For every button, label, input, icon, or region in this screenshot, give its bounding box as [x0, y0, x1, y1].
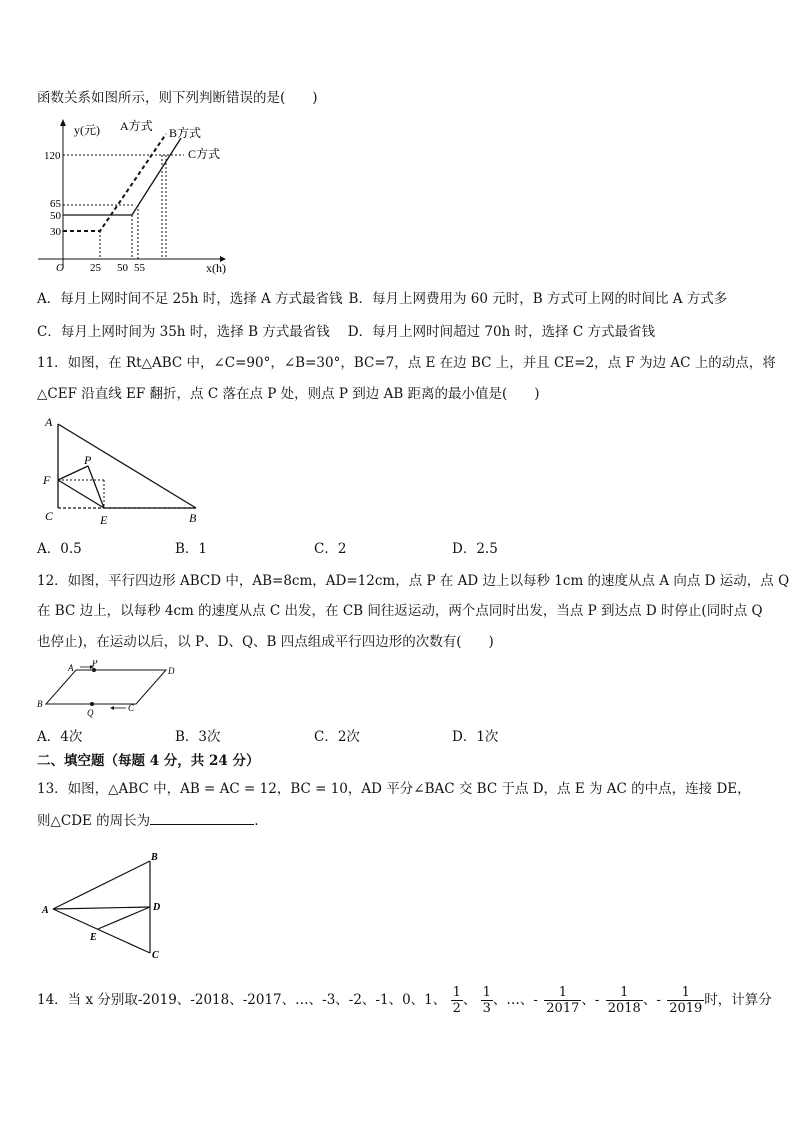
q12-label-p: P: [92, 660, 98, 668]
q10-y-tick-30: 30: [50, 226, 61, 238]
q13-label-d: D: [153, 902, 161, 913]
q12-label-b: B: [37, 699, 43, 709]
q11-label-b: B: [189, 511, 197, 525]
q12-line3: 也停止)，在运动以后，以 P、D、Q、B 四点组成平行四边形的次数有( ): [37, 634, 494, 650]
q10-option-b: B．每月上网费用为 60 元时，B 方式可上网的时间比 A 方式多: [348, 291, 728, 307]
q13-label-c: C: [152, 950, 159, 961]
q11-option-d: D．2.5: [452, 541, 498, 557]
q14-line1: 14．当 x 分别取-2019、-2018、-2017、…、-3、-2、-1、0、1、 $\frac{1}{2}$ 、 $\frac{1}{3}$ 、…、- $\frac{1}{2017}$ 、- $\frac{1}{2018}$ 、- $\frac{1}{2019}$ 时，计算分: [37, 985, 772, 1016]
q11-label-p: P: [84, 453, 92, 467]
q10-stem: 函数关系如图所示，则下列判断错误的是( ): [37, 90, 318, 106]
q13-label-a: A: [42, 905, 49, 916]
q13-line1: 13．如图，△ABC 中，AB = AC = 12，BC = 10，AD 平分∠BAC 交 BC 于点 D，点 E 为 AC 的中点，连接 DE，: [37, 781, 751, 797]
q10-option-a: A．每月上网时间不足 25h 时，选择 A 方式最省钱 B．每月上网费用为 60 元时，B 方式可上网的时间比 A 方式多: [37, 291, 728, 307]
q10-graph: [38, 116, 238, 276]
q10-x-tick-25: 25: [90, 262, 101, 274]
q11-label-c: C: [45, 509, 54, 523]
q11-label-f: F: [43, 473, 51, 487]
section-2-title: 二、填空题（每题 4 分，共 24 分）: [37, 753, 260, 769]
q11-label-e: E: [100, 513, 108, 526]
q10-y-tick-120: 120: [44, 150, 61, 162]
q12-option-b: B．3次: [175, 729, 221, 745]
q10-label-b: B方式: [169, 126, 202, 140]
q11-line1: 11．如图，在 Rt△ABC 中，∠C=90°，∠B=30°，BC=7，点 E 在边 BC 上，并且 CE=2，点 F 为边 AC 上的动点，将: [37, 355, 776, 371]
q10-label-a: A方式: [120, 119, 153, 133]
q10-y-tick-65: 65: [50, 198, 61, 210]
q11-option-b: B．1: [175, 541, 208, 557]
q12-line1: 12．如图，平行四边形 ABCD 中，AB=8cm，AD=12cm，点 P 在 AD 边上以每秒 1cm 的速度从点 A 向点 D 运动，点 Q: [37, 573, 790, 589]
q14-frac-third: $\frac{1}{3}$: [482, 985, 491, 1016]
q12-label-q: Q: [87, 708, 94, 718]
q13-line2: 则△CDE 的周长为 .: [37, 810, 258, 831]
q13-label-b: B: [151, 852, 158, 863]
q10-x-tick-50: 50: [117, 262, 128, 274]
q10-origin: O: [56, 262, 64, 274]
q12-label-a: A: [68, 663, 74, 673]
q10-y-label: y(元): [74, 123, 100, 137]
q12-option-d: D．1次: [452, 729, 499, 745]
q12-line2: 在 BC 边上，以每秒 4cm 的速度从点 C 出发，在 CB 间往返运动，两个点同时出发，当点 P 到达点 D 时停止(同时点 Q: [37, 603, 763, 619]
q13-figure: [38, 845, 173, 965]
q10-x-label: x(h): [206, 261, 226, 275]
q10-option-c: C．每月上网时间为 35h 时，选择 B 方式最省钱 D．每月上网时间超过 70h 时，选择 C 方式最省钱: [37, 324, 655, 340]
q12-figure: [36, 660, 186, 720]
q11-figure: [38, 412, 213, 526]
q10-option-d: D．每月上网时间超过 70h 时，选择 C 方式最省钱: [347, 324, 655, 340]
q11-option-c: C．2: [314, 541, 347, 557]
q10-label-c: C方式: [188, 147, 221, 161]
q10-x-tick-55: 55: [134, 262, 145, 274]
q10-line-a: [63, 134, 166, 231]
q12-option-a: A．4次: [37, 729, 83, 745]
q12-label-c: C: [128, 703, 135, 713]
q10-y-tick-50: 50: [50, 210, 61, 222]
q12-option-c: C．2次: [314, 729, 360, 745]
q12-label-d: D: [168, 666, 175, 676]
q14-frac-2019: $\frac{1}{2019}$: [669, 985, 703, 1016]
q13-label-e: E: [90, 932, 97, 943]
q10-line-b: [63, 138, 181, 215]
q11-label-a: A: [45, 415, 53, 429]
q14-frac-half: $\frac{1}{2}$: [452, 985, 461, 1016]
q13-answer-blank: [150, 810, 254, 825]
q11-option-a: A．0.5: [37, 541, 82, 557]
q14-frac-2017: $\frac{1}{2017}$: [546, 985, 580, 1016]
q14-frac-2018: $\frac{1}{2018}$: [607, 985, 641, 1016]
q11-line2: △CEF 沿直线 EF 翻折，点 C 落在点 P 处，则点 P 到边 AB 距离的最小值是( ): [37, 386, 540, 402]
